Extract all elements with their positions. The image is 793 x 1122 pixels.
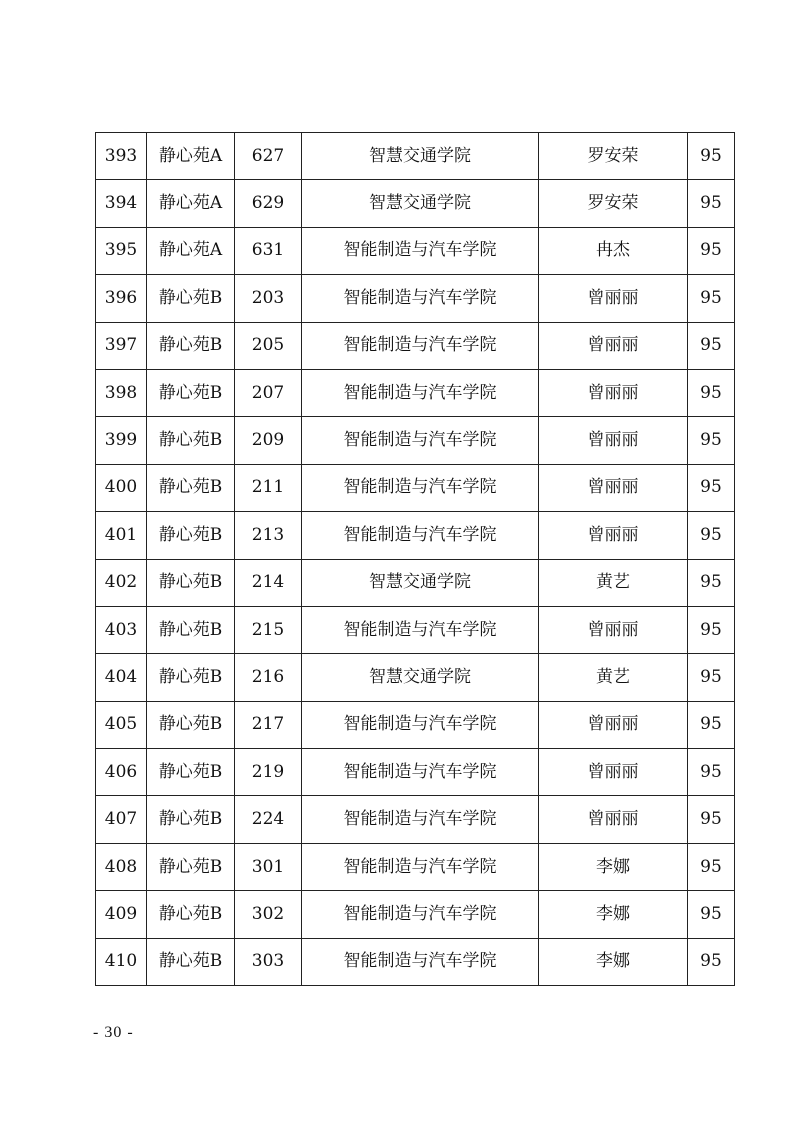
table-row: [96, 606, 735, 653]
cell-score: 95: [688, 606, 735, 653]
cell-room: 203: [235, 275, 302, 322]
cell-score: 95: [688, 843, 735, 890]
cell-room: 303: [235, 938, 302, 985]
cell-score: 95: [688, 891, 735, 938]
table-row: [96, 843, 735, 890]
table-row: [96, 701, 735, 748]
table-body: [96, 133, 735, 986]
dormitory-score-table: [95, 132, 735, 986]
cell-room: 627: [235, 133, 302, 180]
cell-no: 395: [96, 227, 147, 274]
cell-college: 智能制造与汽车学院: [302, 606, 539, 653]
cell-score: 95: [688, 559, 735, 606]
table-row: [96, 938, 735, 985]
cell-building: 静心苑A: [147, 227, 235, 274]
cell-no: 393: [96, 133, 147, 180]
cell-room: 301: [235, 843, 302, 890]
cell-room: 213: [235, 512, 302, 559]
table-row: [96, 133, 735, 180]
page-number: - 30 -: [93, 1024, 134, 1041]
cell-room: 214: [235, 559, 302, 606]
cell-room: 216: [235, 654, 302, 701]
cell-no: 398: [96, 369, 147, 416]
cell-college: 智慧交通学院: [302, 654, 539, 701]
cell-score: 95: [688, 938, 735, 985]
cell-college: 智慧交通学院: [302, 559, 539, 606]
cell-score: 95: [688, 654, 735, 701]
table-row: [96, 180, 735, 227]
cell-score: 95: [688, 322, 735, 369]
cell-no: 405: [96, 701, 147, 748]
cell-no: 407: [96, 796, 147, 843]
cell-teacher: 曾丽丽: [539, 606, 688, 653]
cell-building: 静心苑B: [147, 275, 235, 322]
cell-room: 629: [235, 180, 302, 227]
table-row: [96, 891, 735, 938]
cell-building: 静心苑B: [147, 938, 235, 985]
cell-building: 静心苑B: [147, 654, 235, 701]
cell-room: 215: [235, 606, 302, 653]
cell-no: 396: [96, 275, 147, 322]
cell-building: 静心苑B: [147, 322, 235, 369]
cell-no: 402: [96, 559, 147, 606]
table-row: [96, 559, 735, 606]
cell-score: 95: [688, 512, 735, 559]
cell-teacher: 黄艺: [539, 654, 688, 701]
cell-teacher: 李娜: [539, 891, 688, 938]
cell-building: 静心苑B: [147, 749, 235, 796]
cell-teacher: 曾丽丽: [539, 749, 688, 796]
cell-college: 智能制造与汽车学院: [302, 749, 539, 796]
cell-building: 静心苑B: [147, 464, 235, 511]
cell-no: 399: [96, 417, 147, 464]
cell-college: 智慧交通学院: [302, 180, 539, 227]
cell-building: 静心苑A: [147, 180, 235, 227]
table-row: [96, 322, 735, 369]
cell-score: 95: [688, 749, 735, 796]
cell-college: 智慧交通学院: [302, 133, 539, 180]
cell-score: 95: [688, 417, 735, 464]
cell-no: 401: [96, 512, 147, 559]
cell-no: 408: [96, 843, 147, 890]
table-row: [96, 227, 735, 274]
cell-building: 静心苑B: [147, 796, 235, 843]
cell-no: 406: [96, 749, 147, 796]
cell-no: 409: [96, 891, 147, 938]
cell-teacher: 李娜: [539, 843, 688, 890]
cell-college: 智能制造与汽车学院: [302, 938, 539, 985]
cell-teacher: 曾丽丽: [539, 275, 688, 322]
cell-score: 95: [688, 133, 735, 180]
cell-teacher: 曾丽丽: [539, 796, 688, 843]
cell-college: 智能制造与汽车学院: [302, 227, 539, 274]
cell-building: 静心苑B: [147, 369, 235, 416]
cell-teacher: 曾丽丽: [539, 417, 688, 464]
cell-score: 95: [688, 227, 735, 274]
cell-room: 224: [235, 796, 302, 843]
cell-room: 207: [235, 369, 302, 416]
cell-teacher: 冉杰: [539, 227, 688, 274]
cell-college: 智能制造与汽车学院: [302, 796, 539, 843]
cell-college: 智能制造与汽车学院: [302, 701, 539, 748]
table-row: [96, 369, 735, 416]
cell-college: 智能制造与汽车学院: [302, 275, 539, 322]
cell-college: 智能制造与汽车学院: [302, 322, 539, 369]
cell-building: 静心苑B: [147, 606, 235, 653]
cell-no: 410: [96, 938, 147, 985]
cell-teacher: 曾丽丽: [539, 512, 688, 559]
cell-score: 95: [688, 796, 735, 843]
cell-teacher: 罗安荣: [539, 133, 688, 180]
cell-college: 智能制造与汽车学院: [302, 369, 539, 416]
cell-college: 智能制造与汽车学院: [302, 417, 539, 464]
cell-no: 404: [96, 654, 147, 701]
cell-no: 400: [96, 464, 147, 511]
cell-room: 217: [235, 701, 302, 748]
cell-building: 静心苑B: [147, 559, 235, 606]
cell-teacher: 曾丽丽: [539, 369, 688, 416]
cell-college: 智能制造与汽车学院: [302, 843, 539, 890]
cell-score: 95: [688, 369, 735, 416]
cell-teacher: 曾丽丽: [539, 322, 688, 369]
table-row: [96, 512, 735, 559]
cell-room: 205: [235, 322, 302, 369]
cell-teacher: 曾丽丽: [539, 464, 688, 511]
cell-score: 95: [688, 180, 735, 227]
table-row: [96, 417, 735, 464]
table-row: [96, 275, 735, 322]
cell-no: 394: [96, 180, 147, 227]
cell-teacher: 罗安荣: [539, 180, 688, 227]
cell-teacher: 黄艺: [539, 559, 688, 606]
cell-building: 静心苑B: [147, 701, 235, 748]
cell-room: 302: [235, 891, 302, 938]
cell-room: 219: [235, 749, 302, 796]
cell-room: 211: [235, 464, 302, 511]
cell-college: 智能制造与汽车学院: [302, 891, 539, 938]
table-row: [96, 796, 735, 843]
table-row: [96, 749, 735, 796]
cell-building: 静心苑B: [147, 891, 235, 938]
cell-building: 静心苑A: [147, 133, 235, 180]
cell-building: 静心苑B: [147, 843, 235, 890]
cell-no: 397: [96, 322, 147, 369]
table-row: [96, 654, 735, 701]
cell-college: 智能制造与汽车学院: [302, 464, 539, 511]
cell-score: 95: [688, 464, 735, 511]
cell-building: 静心苑B: [147, 417, 235, 464]
cell-teacher: 曾丽丽: [539, 701, 688, 748]
table-row: [96, 464, 735, 511]
cell-teacher: 李娜: [539, 938, 688, 985]
cell-room: 209: [235, 417, 302, 464]
cell-building: 静心苑B: [147, 512, 235, 559]
cell-no: 403: [96, 606, 147, 653]
cell-score: 95: [688, 275, 735, 322]
cell-score: 95: [688, 701, 735, 748]
cell-room: 631: [235, 227, 302, 274]
cell-college: 智能制造与汽车学院: [302, 512, 539, 559]
